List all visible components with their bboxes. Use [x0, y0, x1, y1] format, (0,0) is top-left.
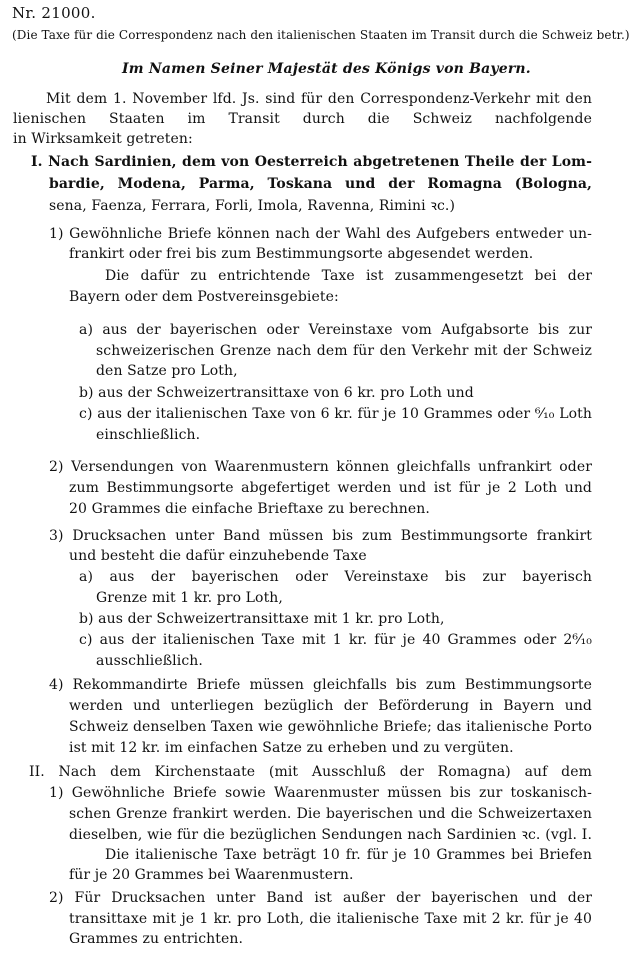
list-item: frankirt oder frei bis zum Bestimmungsorte abgesendet werden.	[69, 246, 534, 262]
list-item: werden und unterliegen bezüglich der Beförderung in Bayern und	[69, 698, 592, 714]
sub-item: c) aus der italienischen Taxe von 6 kr. für je 10 Grammes oder ⁶⁄₁₀ Loth	[79, 406, 592, 422]
section-heading: I. Nach Sardinien, dem von Oesterreich abgetretenen Theile der Lom-	[31, 154, 592, 170]
intro-line: in Wirksamkeit getreten:	[13, 131, 193, 147]
sub-item: einschließlich.	[96, 427, 201, 443]
section-heading: sena, Faenza, Ferrara, Forli, Imola, Ravenna, Rimini ꝛc.)	[49, 198, 456, 214]
list-item: schen Grenze frankirt werden. Die bayerischen und die Schweizertaxen	[69, 806, 592, 822]
sub-item: Grenze mit 1 kr. pro Loth,	[96, 590, 283, 606]
intro-line: lienischen Staaten im Transit durch die Schweiz nachfolgende	[13, 111, 592, 127]
list-item: für je 20 Grammes bei Waarenmustern.	[69, 867, 354, 883]
document-title: Im Namen Seiner Majestät des Königs von Bayern.	[122, 61, 531, 77]
sub-item: a) aus der bayerischen oder Vereinstaxe bis zur bayerisch	[79, 569, 592, 585]
list-item: ist mit 12 kr. im einfachen Satze zu erheben und zu vergüten.	[69, 740, 514, 756]
list-item: 3) Drucksachen unter Band müssen bis zum Bestimmungsorte frankirt	[49, 528, 592, 544]
list-item: Die italienische Taxe beträgt 10 fr. für je 10 Grammes bei Briefen	[105, 847, 592, 863]
sub-item: ausschließlich.	[96, 653, 203, 669]
list-item: dieselben, wie für die bezüglichen Sendungen nach Sardinien ꝛc. (vgl. I.	[69, 827, 592, 843]
sub-item: schweizerischen Grenze nach dem für den Verkehr mit der Schweiz	[96, 343, 592, 359]
sub-item: b) aus der Schweizertransittaxe von 6 kr. pro Loth und	[79, 385, 474, 401]
list-item: und besteht die dafür einzuhebende Taxe	[69, 548, 367, 564]
list-item: Schweiz denselben Taxen wie gewöhnliche Briefe; das italienische Porto	[69, 719, 592, 735]
sub-item: den Satze pro Loth,	[96, 363, 238, 379]
intro-line: Mit dem 1. November lfd. Js. sind für den Correspondenz-Verkehr mit den	[46, 91, 592, 107]
document-subject: (Die Taxe für die Correspondenz nach den italienischen Staaten im Transit durch die Schweiz betr.)	[12, 28, 630, 42]
list-item: transittaxe mit je 1 kr. pro Loth, die italienische Taxe mit 2 kr. für je 40	[69, 911, 592, 927]
list-item: Bayern oder dem Postvereinsgebiete:	[69, 289, 339, 305]
list-item: 4) Rekommandirte Briefe müssen gleichfalls bis zum Bestimmungsorte	[49, 677, 592, 693]
section-heading: II. Nach dem Kirchenstaate (mit Ausschluß der Romagna) auf dem	[29, 764, 592, 780]
list-item: 1) Gewöhnliche Briefe sowie Waarenmuster müssen bis zur toskanisch-	[49, 785, 592, 801]
list-item: 2) Für Drucksachen unter Band ist außer der bayerischen und der	[49, 890, 592, 906]
list-item: Die dafür zu entrichtende Taxe ist zusammengesetzt bei der	[105, 268, 592, 284]
list-item: 2) Versendungen von Waarenmustern können gleichfalls unfrankirt oder	[49, 459, 592, 475]
list-item: zum Bestimmungsorte abgefertiget werden und ist für je 2 Loth und	[69, 480, 592, 496]
list-item: Grammes zu entrichten.	[69, 931, 244, 947]
section-heading: bardie, Modena, Parma, Toskana und der Romagna (Bologna,	[49, 176, 592, 192]
list-item: 20 Grammes die einfache Brieftaxe zu berechnen.	[69, 501, 430, 517]
sub-item: a) aus der bayerischen oder Vereinstaxe vom Aufgabsorte bis zur	[79, 322, 592, 338]
list-item: 1) Gewöhnliche Briefe können nach der Wahl des Aufgebers entweder un-	[49, 226, 592, 242]
document-number: Nr. 21000.	[12, 4, 96, 22]
sub-item: b) aus der Schweizertransittaxe mit 1 kr. pro Loth,	[79, 611, 445, 627]
sub-item: c) aus der italienischen Taxe mit 1 kr. für je 40 Grammes oder 2⁶⁄₁₀	[79, 632, 592, 648]
